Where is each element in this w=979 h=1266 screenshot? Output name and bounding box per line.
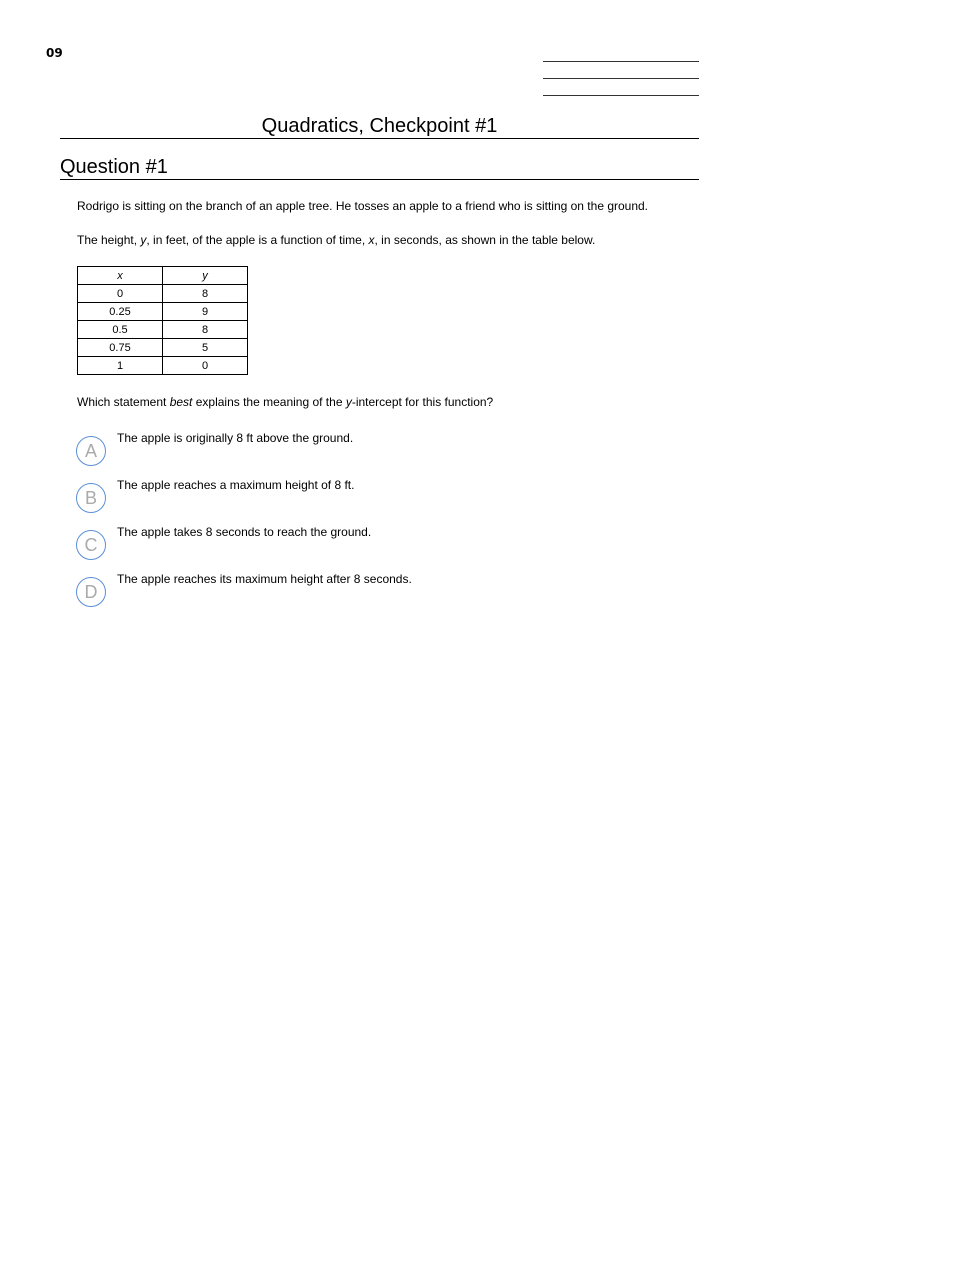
page-title: Quadratics, Checkpoint #1	[60, 114, 699, 139]
table-cell: 8	[163, 321, 248, 339]
description-text-3: , in seconds, as shown in the table below.	[374, 233, 596, 247]
choice-b-bubble[interactable]: B	[76, 483, 106, 513]
table-cell: 0.5	[78, 321, 163, 339]
table-header-row	[78, 267, 248, 285]
prompt-text-3: -intercept for this function?	[351, 395, 494, 409]
prompt-emphasis: best	[169, 395, 193, 409]
choice-b-text: The apple reaches a maximum height of 8 ft.	[117, 478, 355, 492]
question-prompt	[77, 395, 493, 410]
table-header-y: y	[163, 267, 248, 285]
table-row	[78, 321, 248, 339]
page-number: 09	[46, 46, 63, 60]
table-row	[78, 339, 248, 357]
table-cell: 5	[163, 339, 248, 357]
choice-a[interactable]	[76, 431, 776, 466]
table-header-x: x	[78, 267, 163, 285]
answer-line-1	[543, 61, 699, 62]
question-heading: Question #1	[60, 155, 699, 180]
table-row	[78, 285, 248, 303]
prompt-text-2: explains the meaning of the	[192, 395, 346, 409]
prompt-variable-y: y	[345, 395, 352, 409]
choice-d-bubble[interactable]: D	[76, 577, 106, 607]
prompt-text-1: Which statement	[77, 395, 170, 409]
answer-line-3	[543, 95, 699, 96]
choice-d-text: The apple reaches its maximum height after 8 seconds.	[117, 572, 412, 586]
variable-y: y	[140, 233, 147, 247]
choice-d[interactable]	[76, 572, 776, 607]
table-cell: 0.25	[78, 303, 163, 321]
choice-a-text: The apple is originally 8 ft above the ground.	[117, 431, 354, 445]
description-text-2: , in feet, of the apple is a function of time,	[146, 233, 369, 247]
table-row	[78, 357, 248, 375]
answer-line-2	[543, 78, 699, 79]
description-text-1: The height,	[77, 233, 141, 247]
table-row	[78, 303, 248, 321]
choice-a-bubble[interactable]: A	[76, 436, 106, 466]
choice-c[interactable]	[76, 525, 776, 560]
table-cell: 9	[163, 303, 248, 321]
choice-c-bubble[interactable]: C	[76, 530, 106, 560]
table-cell: 0	[163, 357, 248, 375]
question-intro: Rodrigo is sitting on the branch of an apple tree. He tosses an apple to a friend who is sitting on the ground.	[77, 199, 649, 213]
table-cell: 0.75	[78, 339, 163, 357]
question-description	[77, 233, 595, 248]
table-cell: 0	[78, 285, 163, 303]
variable-x: x	[368, 233, 375, 247]
data-table	[77, 266, 248, 375]
choice-c-text: The apple takes 8 seconds to reach the ground.	[117, 525, 372, 539]
table-cell: 8	[163, 285, 248, 303]
table-cell: 1	[78, 357, 163, 375]
choice-b[interactable]	[76, 478, 776, 513]
